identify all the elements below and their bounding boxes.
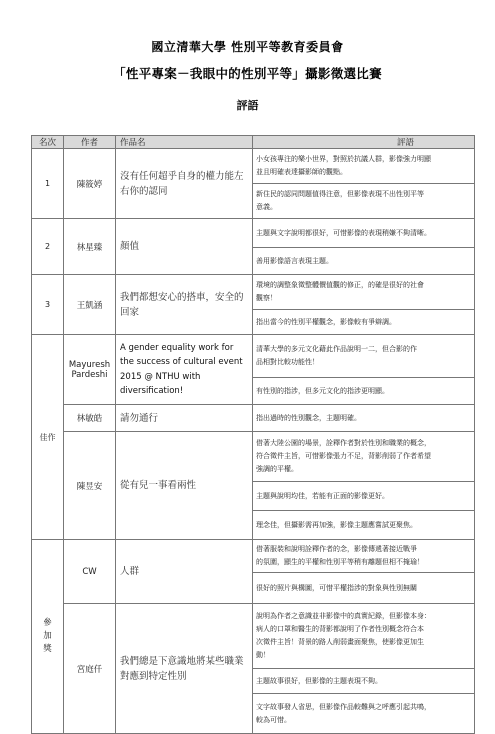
work-title-cell: 人群	[116, 540, 253, 604]
comment-line: 次徵件主旨！背景的路人削弱畫面聚焦，使影像更加生	[256, 638, 424, 646]
rank-label: 1	[44, 179, 51, 188]
table-row	[32, 335, 475, 378]
comment-cell	[253, 669, 475, 694]
comment-cell	[253, 184, 475, 219]
work-title-cell: 我們都想安心的搭車，安全的回家	[116, 275, 253, 335]
comment-cell	[253, 149, 475, 184]
work-title-cell: 我們總是下意識地將某些職業對應到特定性別	[116, 604, 253, 734]
comment-line: 文字故事發人省思，但影像作品較難與之呼應引起共鳴，	[256, 702, 431, 711]
comment-cell	[253, 405, 475, 432]
column-header-comments: 評語	[253, 136, 475, 149]
comment-cell	[253, 482, 475, 511]
section-title: 評語	[236, 99, 259, 112]
rank-label: 3	[44, 300, 51, 309]
comment-line: 小女孩專注的樂小世界，對照於抗議人群，影像強力明顯	[256, 155, 431, 163]
comment-cell	[253, 219, 475, 248]
contest-title: 「性平專案－我眼中的性別平等」攝影徵選比賽	[113, 66, 382, 81]
comment-line: 指出當今的性別平權觀念，影像較有爭辯調。	[256, 317, 396, 326]
comment-line: 較為可惜。	[256, 715, 291, 724]
comment-line: 說明為作者之意識並非影像中的真實紀錄，但影像本身：	[256, 612, 431, 620]
comment-cell	[253, 378, 475, 405]
author-cell: CW	[64, 540, 116, 604]
author-cell: 林星臻	[64, 219, 116, 275]
comment-line: 環境的調整象徵整體價值觀的修正，的確是很好的社會	[256, 281, 424, 289]
comment-line: 很好的照片與構圖，可惜平權指涉的對象與性別無關	[256, 583, 417, 592]
table-row	[32, 275, 475, 310]
work-title-cell: 顏值	[116, 219, 253, 275]
comment-cell	[253, 604, 475, 669]
comment-line: 觀察！	[256, 294, 277, 302]
comment-cell	[253, 511, 475, 540]
comment-line: 善用影像語言表現主題。	[256, 256, 333, 265]
work-title-cell: 從有兒一事看兩性	[116, 432, 253, 540]
comment-line: 強調的平權。	[256, 465, 298, 473]
rank-label: 佳作	[39, 432, 56, 442]
comment-line: 借著服裝和說明詮釋作者的念，影像傳遞著接近戰爭	[256, 545, 417, 553]
comment-line: 病人的口罩和醫生的背影都說明了作者性別概念符合本	[256, 625, 424, 633]
table-row	[32, 149, 475, 184]
comment-line: 動！	[256, 651, 270, 659]
comment-line: 有性別的指涉，但多元文化的指涉更明顯。	[256, 386, 389, 395]
document-org-title: 國立清華大學 性別平等教育委員會	[151, 40, 344, 54]
comment-line: 意義。	[256, 203, 277, 211]
author-cell: 林敏皓	[64, 405, 116, 432]
comment-line: 符合徵件主旨，可惜影像張力不足，背影削弱了作者希望	[256, 452, 431, 460]
author-cell: 陳筱婷	[64, 149, 116, 219]
comment-line: 主題與文字說明都很好，可惜影像的表現稍嫌不夠清晰。	[256, 228, 431, 237]
rank-cell	[32, 540, 64, 734]
comment-cell	[253, 275, 475, 310]
work-title-cell: 請勿通行	[116, 405, 253, 432]
table-row	[32, 405, 475, 432]
column-header-rank: 名次	[32, 136, 64, 149]
author-cell: 王凱涵	[64, 275, 116, 335]
rank-label: 2	[44, 242, 51, 251]
work-title-cell: 沒有任何超乎自身的權力能左右你的認同	[116, 149, 253, 219]
author-cell: 陳昱安	[64, 432, 116, 540]
comment-line: 主題故事很好，但影像的主題表現不夠。	[256, 676, 382, 685]
table-header-row	[32, 136, 475, 149]
table-row	[32, 219, 475, 248]
comment-cell	[253, 335, 475, 378]
comment-cell	[253, 248, 475, 275]
comment-line: 的氛圍，顯生的平權和性別平等稍有離題但相不掩瑜！	[256, 558, 424, 566]
comment-line: 借著大陸公園的場景，詮釋作者對於性別和職業的概念，	[256, 439, 431, 447]
rank-label: 參加獎	[43, 618, 52, 654]
rank-cell	[32, 335, 64, 540]
table-row	[32, 432, 475, 482]
comment-line: 新住民的認同問題值得注意，但影像表現不出性別平等	[256, 190, 424, 198]
comment-line: 品相對比較功能性！	[256, 358, 319, 366]
comments-table	[31, 135, 475, 734]
comment-line: 並且明確表達攝影師的觀點。	[256, 168, 347, 176]
author-cell: Mayuresh Pardeshi	[64, 335, 116, 405]
column-header-author: 作者	[64, 136, 116, 149]
comment-line: 理念佳，但攝影需再加強，影像主題應嘗試更聚焦。	[256, 520, 417, 529]
work-title-cell: A gender equality work for the success of cultural event 2015 @ NTHU with diversification!	[116, 335, 253, 405]
comment-line: 清華大學的多元文化藉此作品說明一二，但合影的作	[256, 345, 417, 353]
comment-cell	[253, 432, 475, 482]
table-row	[32, 604, 475, 669]
comment-cell	[253, 540, 475, 573]
comment-cell	[253, 310, 475, 335]
rank-cell	[32, 275, 64, 335]
comment-line: 主題與說明均佳，若能有正面的影像更好。	[256, 491, 389, 500]
table-row	[32, 540, 475, 573]
rank-cell	[32, 149, 64, 219]
column-header-work: 作品名	[116, 136, 253, 149]
comment-cell	[253, 573, 475, 604]
comment-line: 指出過時的性別觀念，主題明確。	[256, 413, 361, 422]
author-cell: 宮庭仟	[64, 604, 116, 734]
rank-cell	[32, 219, 64, 275]
